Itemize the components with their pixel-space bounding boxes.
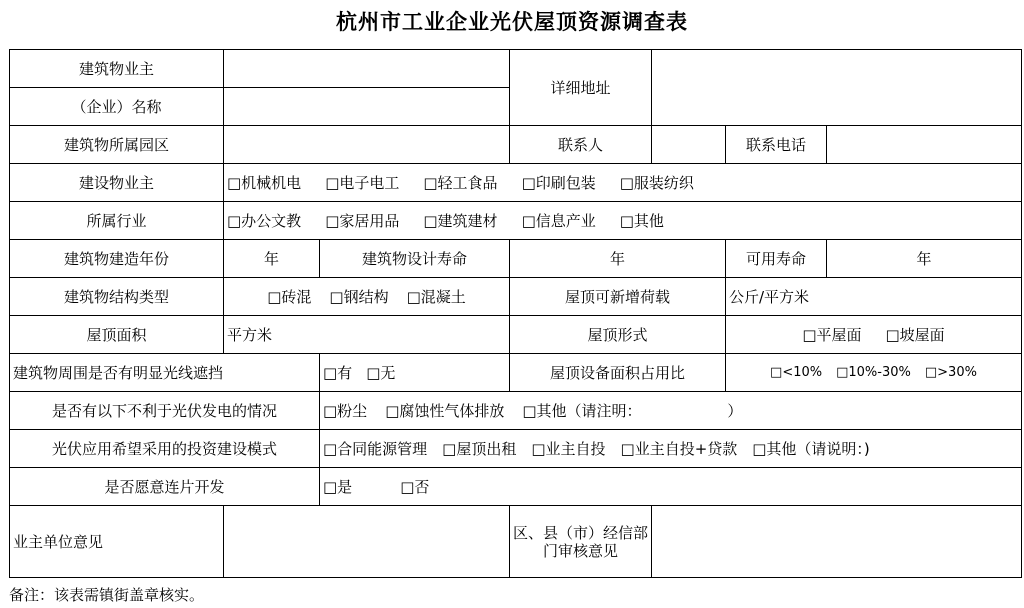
- industry-options-1[interactable]: [224, 164, 1022, 202]
- form-title: 杭州市工业企业光伏屋顶资源调查表: [336, 10, 688, 34]
- area-field[interactable]: 平方米: [224, 316, 510, 354]
- industry-option[interactable]: □服装纺织: [619, 174, 694, 192]
- industry-option[interactable]: □办公文教: [227, 212, 302, 230]
- roof-form-option[interactable]: □坡屋面: [885, 326, 945, 344]
- dept-opinion-field[interactable]: [652, 506, 1022, 578]
- adverse-option[interactable]: □其他（请注明： ）: [522, 402, 743, 420]
- cluster-option[interactable]: □否: [400, 478, 430, 496]
- structure-options[interactable]: [224, 278, 510, 316]
- shade-option[interactable]: □无: [366, 364, 396, 382]
- industry-options-2[interactable]: [224, 202, 1022, 240]
- invest-options[interactable]: □合同能源管理 □屋顶出租 □业主自投 □业主自投+贷款 □其他（请说明：): [320, 430, 1022, 468]
- phone-field[interactable]: [827, 126, 1022, 164]
- adverse-option[interactable]: □腐蚀性气体排放: [385, 402, 505, 420]
- address-label: 详细地址: [510, 50, 652, 126]
- ratio-option[interactable]: □10%-30%: [836, 365, 911, 380]
- shade-label: 建筑物周围是否有明显光线遮挡: [10, 354, 320, 392]
- industry-option[interactable]: □信息产业: [521, 212, 596, 230]
- industry-option[interactable]: □电子电工: [325, 174, 400, 192]
- footnote: 备注：该表需镇街盖章核实。: [9, 586, 205, 604]
- owner-label-2: （企业）名称: [10, 88, 224, 126]
- industry-option[interactable]: □家居用品: [325, 212, 400, 230]
- roof-form-label: 屋顶形式: [510, 316, 726, 354]
- adverse-label: 是否有以下不利于光伏发电的情况: [10, 392, 320, 430]
- cluster-label: 是否愿意连片开发: [10, 468, 320, 506]
- design-life-label: 建筑物设计寿命: [320, 240, 510, 278]
- roof-form-options[interactable]: [726, 316, 1022, 354]
- owner-name-field-2[interactable]: [224, 88, 510, 126]
- structure-option[interactable]: □砖混: [267, 288, 312, 306]
- build-year-field[interactable]: 年: [224, 240, 320, 278]
- cluster-options[interactable]: [320, 468, 1022, 506]
- owner-opinion-label: [10, 506, 224, 578]
- owner-opinion-text: 业主单位意见: [13, 533, 104, 551]
- structure-option[interactable]: □钢结构: [329, 288, 389, 306]
- usable-life-label: 可用寿命: [726, 240, 827, 278]
- ratio-option[interactable]: □>30%: [924, 365, 977, 380]
- cluster-option[interactable]: □是: [323, 478, 353, 496]
- park-field[interactable]: [224, 126, 510, 164]
- contact-field[interactable]: [652, 126, 726, 164]
- adverse-option[interactable]: □粉尘: [323, 402, 368, 420]
- owner-opinion-field[interactable]: [224, 506, 510, 578]
- usable-life-field[interactable]: 年: [827, 240, 1022, 278]
- ratio-option[interactable]: □<10%: [770, 365, 823, 380]
- industry-option[interactable]: □印刷包装: [521, 174, 596, 192]
- industry-option[interactable]: □其他: [619, 212, 664, 230]
- shade-options[interactable]: [320, 354, 510, 392]
- invest-label: 光伏应用希望采用的投资建设模式: [10, 430, 320, 468]
- industry-label-1: 建设物业主: [10, 164, 224, 202]
- ratio-label: 屋顶设备面积占用比: [510, 354, 726, 392]
- address-field[interactable]: [652, 50, 1022, 126]
- build-year-label: 建筑物建造年份: [10, 240, 224, 278]
- load-label: 屋顶可新增荷载: [510, 278, 726, 316]
- industry-option[interactable]: □轻工食品: [423, 174, 498, 192]
- shade-option[interactable]: □有: [323, 364, 353, 382]
- structure-option[interactable]: □混凝土: [406, 288, 466, 306]
- dept-opinion-label: 区、县（市）经信部门审核意见: [510, 506, 652, 578]
- contact-label: 联系人: [510, 126, 652, 164]
- roof-form-option[interactable]: □平屋面: [802, 326, 862, 344]
- industry-label-2: 所属行业: [10, 202, 224, 240]
- park-label: 建筑物所属园区: [10, 126, 224, 164]
- phone-label: 联系电话: [726, 126, 827, 164]
- industry-option[interactable]: □建筑建材: [423, 212, 498, 230]
- structure-label: 建筑物结构类型: [10, 278, 224, 316]
- design-life-field[interactable]: 年: [510, 240, 726, 278]
- area-label: 屋顶面积: [10, 316, 224, 354]
- owner-name-field-1[interactable]: [224, 50, 510, 88]
- survey-table: [9, 49, 1022, 578]
- load-field[interactable]: 公斤/平方米: [726, 278, 1022, 316]
- owner-label-1: 建筑物业主: [10, 50, 224, 88]
- adverse-options[interactable]: [320, 392, 1022, 430]
- ratio-options[interactable]: [726, 354, 1022, 392]
- industry-option[interactable]: □机械机电: [227, 174, 302, 192]
